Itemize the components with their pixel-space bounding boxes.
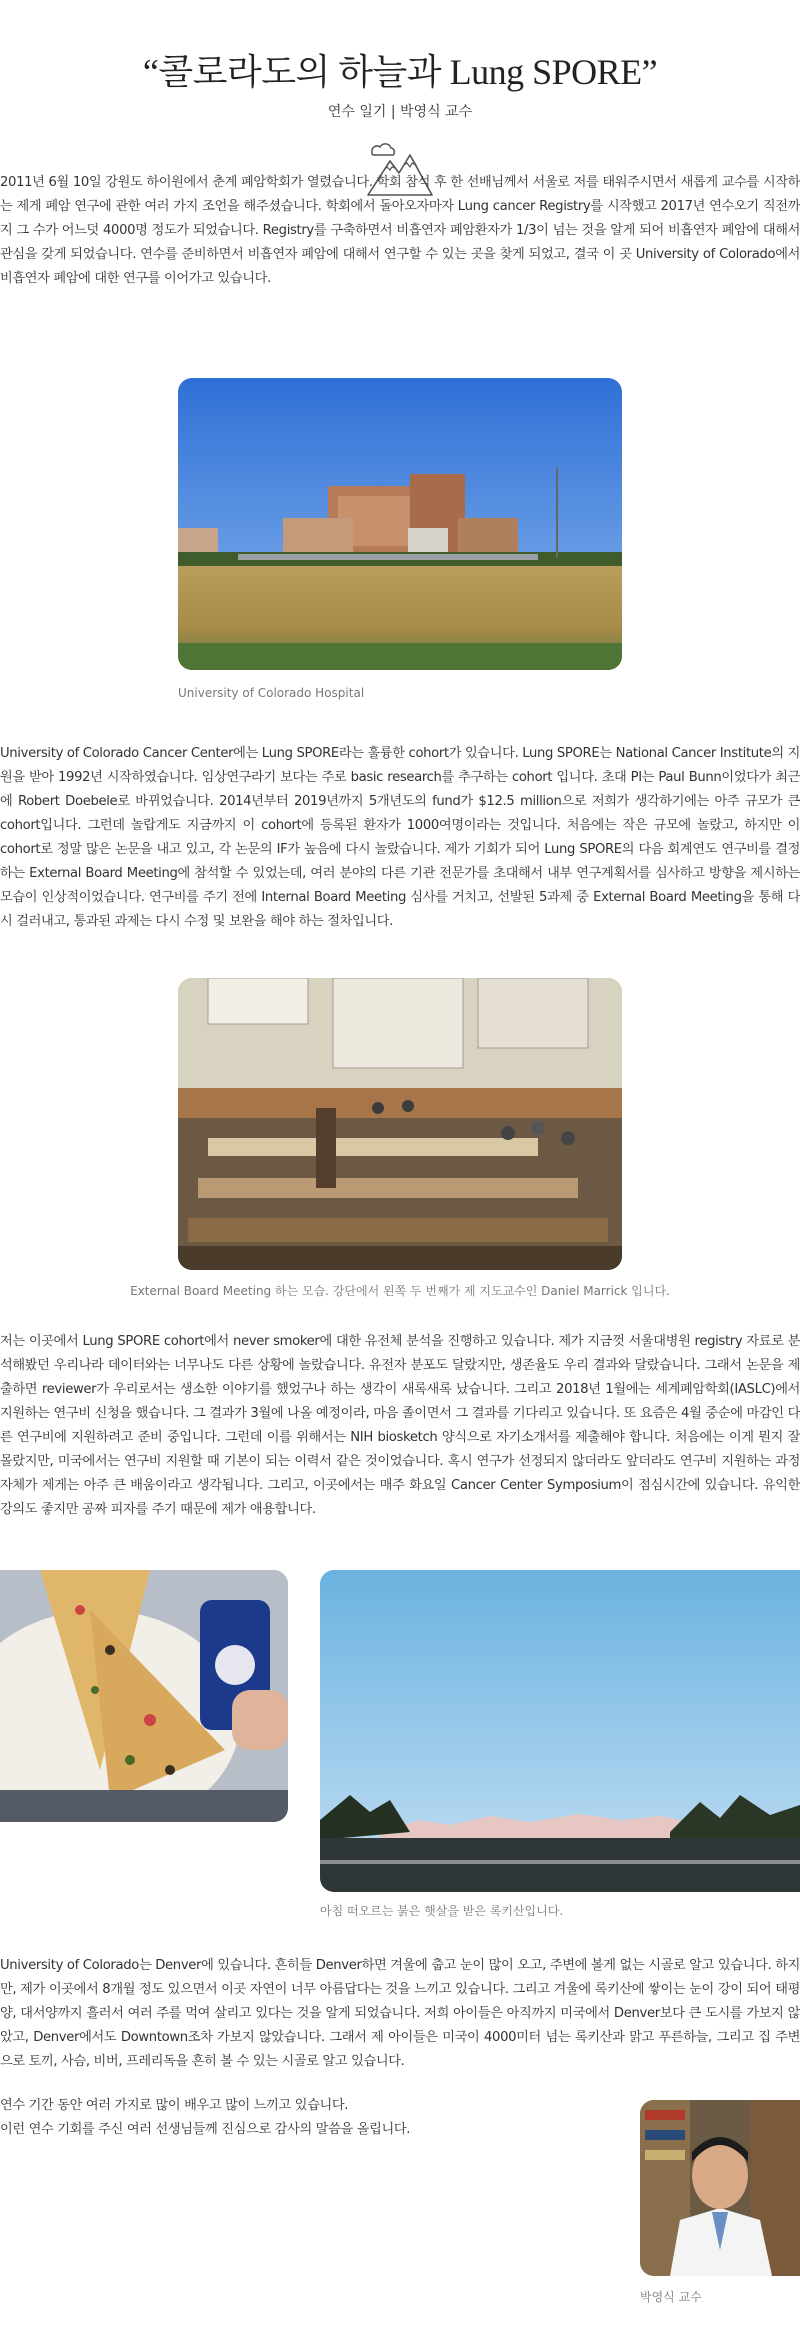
intro-paragraph: 2011년 6월 10일 강원도 하이원에서 춘계 폐암학회가 열렸습니다. 학회 참석 후 한 선배님께서 서울로 저를 태워주시면서 새롭게 교수를 시작하는 제게 폐암 연구에 관한 여러 가지 조언을 해주셨습니다. 학회에서 돌아오자마자 Lung cancer Registry를 시작했고 2017년 연수오기 직전까지 그 수가 어느덧 4000명 정도가 되었습니다. Registry를 구축하면서 비흡연자 폐암환자가 1/3이 넘는 것을 알게 되어 비흡연자 폐암에 대해서 관심을 갖게 되었습니다. 연수를 준비하면서 비흡연자 폐암에 대해서 연구할 수 있는 곳을 찾게 되었고, 결국 이 곳 University of Colorado에서 비흡연자 폐암에 대한 연구를 이어가고 있습니다. [0,175,800,286]
pizza-photo [0,1570,288,1822]
rockies-photo [320,1570,800,1892]
meeting-caption: External Board Meeting 하는 모습. 강단에서 왼쪽 두 번째가 제 지도교수인 Daniel Marrick 입니다. [130,1284,670,1298]
author-caption: 박영식 교수 [640,2290,702,2304]
author-photo [640,2100,800,2276]
hospital-caption: University of Colorado Hospital [178,686,365,700]
denver-paragraph: University of Colorado는 Denver에 있습니다. 흔히들 Denver하면 겨울에 춥고 눈이 많이 오고, 주변에 볼게 없는 시골로 알고 있습니다. 하지만, 제가 이곳에서 8개월 정도 있으면서 이곳 자연이 너무 아름답다는 것을 느끼고 있습니다. 그리고 겨울에 록키산에 쌓이는 눈이 강이 되어 태평양, 대서양까지 흘러서 여러 주를 먹여 살리고 있다는 것을 알게 되었습니다. 저희 아이들은 아직까지 미국에서 Denver보다 큰 도시를 가보지 않았고, Denver에서도 Downtown조차 가보지 않았습니다. 그래서 제 아이들은 미국이 4000미터 넘는 록키산과 맑고 푸른하늘, 그리고 집 주변으로 토끼, 사슴, 비버, 프레리독을 흔히 볼 수 있는 시골로 알고 있습니다. [0,1958,800,2069]
hospital-photo [178,378,622,670]
page-subtitle: 연수 일기 | 박영식 교수 [327,104,473,120]
rockies-caption: 아침 떠오르는 붉은 햇살을 받은 록키산입니다. [320,1904,564,1918]
board-meeting-photo [178,978,622,1270]
lung-spore-paragraph: University of Colorado Cancer Center에는 Lung SPORE라는 훌륭한 cohort가 있습니다. Lung SPORE는 National Cancer Institute의 지원을 받아 1992년 시작하였습니다. 임상연구라기 보다는 주로 basic research를 추구하는 cohort 입니다. 초대 PI는 Paul Bunn이었다가 최근에 Robert Doebele로 바뀌었습니다. 2014년부터 2019년까지 5개년도의 fund가 $12.5 million으로 저희가 생각하기에는 아주 규모가 큰 cohort입니다. 그런데 놀랍게도 지금까지 이 cohort에 등록된 환자가 1000여명이라는 것입니다. 처음에는 작은 규모에 놀랐고, 하지만 이 cohort로 정말 많은 논문을 내고 있고, 각 논문의 IF가 높음에 다시 놀랐습니다. 제가 기회가 되어 Lung SPORE의 다음 회계연도 연구비를 결정하는 External Board Meeting에 참석할 수 있었는데, 여러 분야의 다른 기관 전문가를 초대해서 내부 연구계획서를 심사하고 방향을 제시하는 모습이 인상적이었습니다. 연구비를 주기 전에 Internal Board Meeting 심사를 거치고, 선발된 5과제 중 External Board Meeting을 통해 다시 걸러내고, 통과된 과제는 다시 수정 및 보완을 해야 하는 절차입니다. [0,746,800,929]
closing-paragraph: 연수 기간 동안 여러 가지로 많이 배우고 많이 느끼고 있습니다. 이런 연수 기회를 주신 여러 선생님들께 진심으로 감사의 말씀을 올립니다. [0,2098,411,2137]
research-paragraph: 저는 이곳에서 Lung SPORE cohort에서 never smoker에 대한 유전체 분석을 진행하고 있습니다. 제가 지금껏 서울대병원 registry 자료로 분석해봤던 우리나라 데이터와는 너무나도 다른 상황에 놀랐습니다. 유전자 분포도 달랐지만, 생존율도 우리 결과와 달랐습니다. 그래서 논문을 제출하면 reviewer가 우리로서는 생소한 이야기를 했었구나 하는 생각이 새록새록 났습니다. 그리고 2018년 1월에는 세계폐암학회(IASLC)에서 지원하는 연구비 신청을 했습니다. 그 결과가 3월에 나올 예정이라, 마음 졸이면서 그 결과를 기다리고 있습니다. 또 요즘은 4월 중순에 마감인 다른 연구비에 지원하려고 준비 중입니다. 그런데 이를 위해서는 NIH biosketch 양식으로 자기소개서를 제출해야 합니다. 처음에는 이게 뭔지 잘 몰랐지만, 미국에서는 연구비 지원할 때 기본이 되는 이력서 같은 것이었습니다. 혹시 연구가 선정되지 않더라도 앞더라도 연구비 지원하는 과정 자체가 제게는 아주 큰 배움이라고 생각됩니다. 그리고, 이곳에서는 매주 화요일 Cancer Center Symposium이 점심시간에 있습니다. 유익한 강의도 좋지만 공짜 피자를 주기 때문에 제가 애용합니다. [0,1334,800,1517]
page-title: “콜로라도의 하늘과 Lung SPORE” [142,52,658,92]
